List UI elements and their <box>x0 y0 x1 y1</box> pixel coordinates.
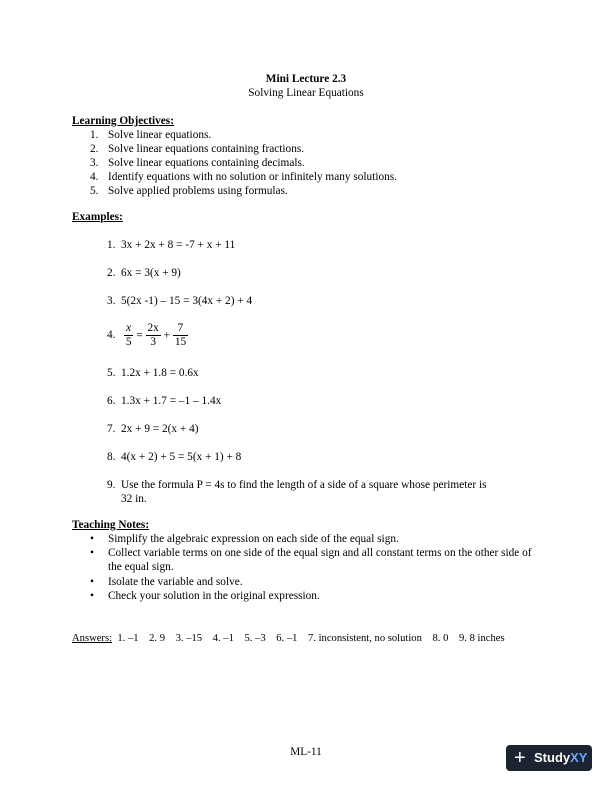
example-item: 7. 2x + 9 = 2(x + 4) <box>107 423 199 435</box>
answers-label: Answers: <box>72 633 113 644</box>
fraction-x-over-5: $\frac{x}{5}$ <box>125 322 132 348</box>
fraction-2x-over-3: $\frac{2x}{3}$ <box>147 322 159 348</box>
answers-text: 1. –1 2. 9 3. –15 4. –1 5. –3 6. –1 7. inconsistent, no solution 8. 0 9. 8 inches <box>117 633 505 644</box>
lecture-subtitle: Solving Linear Equations <box>248 87 364 99</box>
example-item: 2. 6x = 3(x + 9) <box>107 267 181 279</box>
example-item: 9. Use the formula P = 4s to find the length of a side of a square whose perimeter is <box>107 479 487 491</box>
answers-line <box>72 632 505 646</box>
objective-item: 2. Solve linear equations containing fractions. <box>90 143 305 155</box>
objectives-heading: Learning Objectives: <box>72 115 174 127</box>
plus-icon: + <box>514 747 526 769</box>
example-item: 8. 4(x + 2) + 5 = 5(x + 1) + 8 <box>107 451 242 463</box>
objective-item: 1. Solve linear equations. <box>90 129 212 141</box>
example-item-fraction: 4. $\frac{x}{5}$ = $\frac{2x}{3}$ + $\frac{7}{15}$ <box>107 322 187 348</box>
example-item: 6. 1.3x + 1.7 = –1 – 1.4x <box>107 395 222 407</box>
objective-item: 4. Identify equations with no solution or infinitely many solutions. <box>90 171 397 183</box>
bullet-icon: • <box>90 533 94 545</box>
bullet-icon: • <box>90 576 94 588</box>
example-item-continuation: 32 in. <box>121 493 147 505</box>
badge-wordmark: StudyXY <box>534 750 588 765</box>
objective-item: 3. Solve linear equations containing decimals. <box>90 157 305 169</box>
examples-heading: Examples: <box>72 211 123 223</box>
example-item: 5. 1.2x + 1.8 = 0.6x <box>107 367 199 379</box>
fraction-7-over-15: $\frac{7}{15}$ <box>174 322 187 348</box>
page-number: ML-11 <box>290 746 322 758</box>
bullet-icon: • <box>90 547 94 559</box>
example-item: 3. 5(2x -1) – 15 = 3(4x + 2) + 4 <box>107 295 253 307</box>
teaching-notes-heading: Teaching Notes: <box>72 519 150 531</box>
bullet-icon: • <box>90 590 94 602</box>
lecture-title: Mini Lecture 2.3 <box>265 73 347 85</box>
example-item: 1. 3x + 2x + 8 = -7 + x + 11 <box>107 239 236 251</box>
objective-item: 5. Solve applied problems using formulas. <box>90 185 288 197</box>
studyxy-logo-badge[interactable] <box>506 745 592 771</box>
